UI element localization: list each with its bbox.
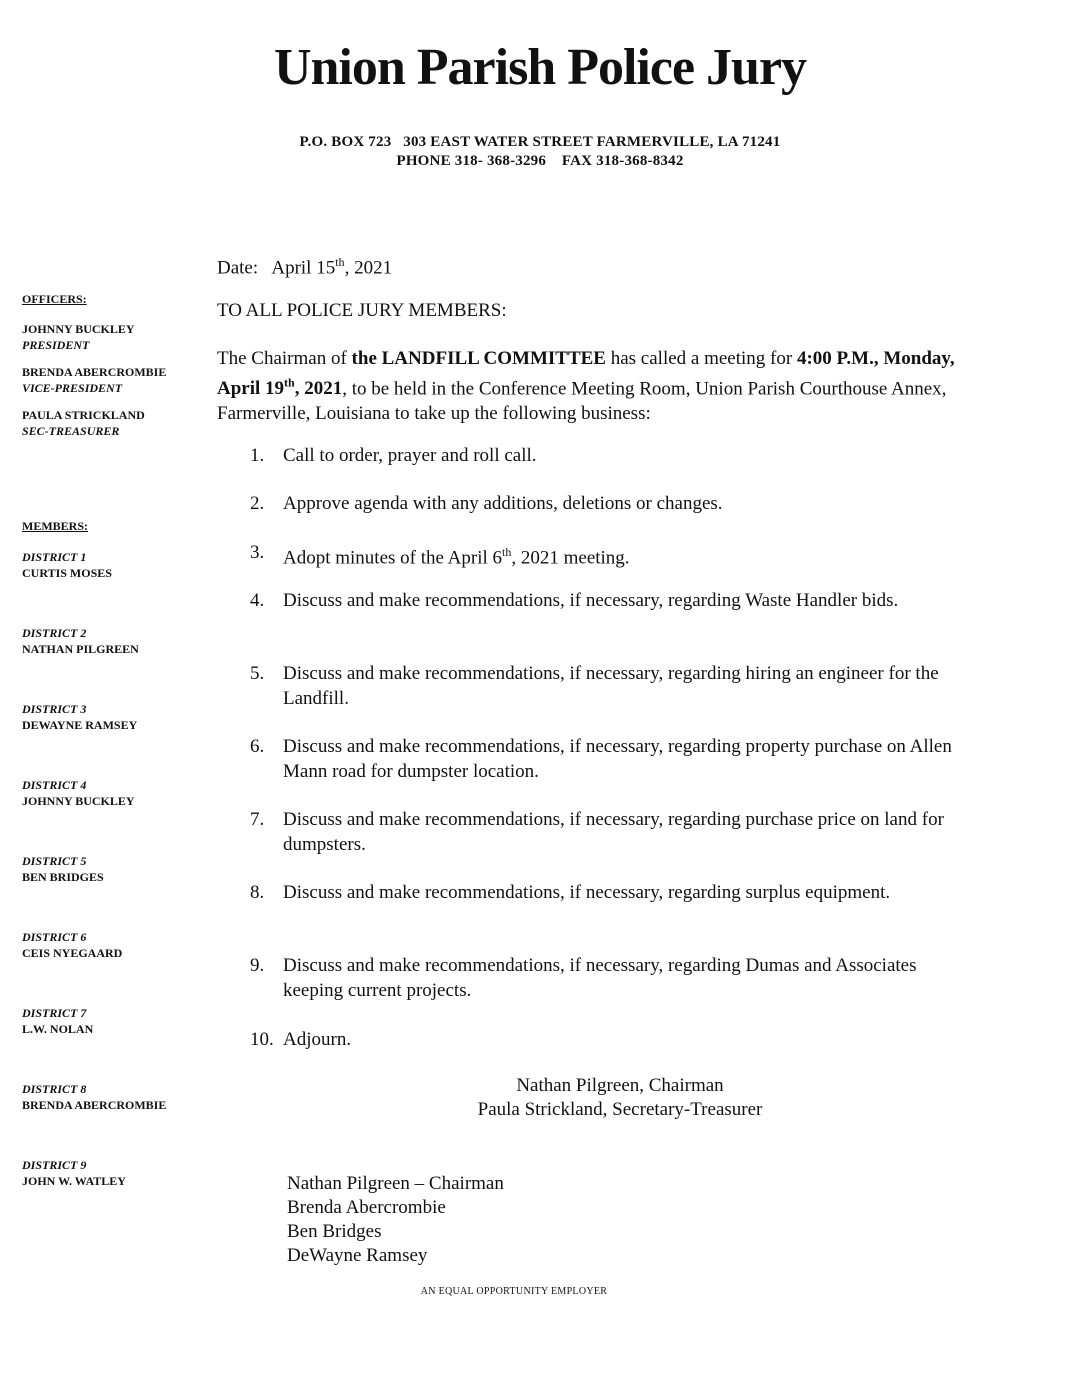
member-district: DISTRICT 7 [22, 1006, 87, 1020]
member-district: DISTRICT 2 [22, 626, 87, 640]
para-intro: The Chairman of [217, 348, 352, 369]
footer-equal-opportunity: AN EQUAL OPPORTUNITY EMPLOYER [420, 1286, 608, 1297]
officer-role: VICE-PRESIDENT [22, 381, 123, 395]
agenda-item [250, 661, 970, 711]
agenda-text: Discuss and make recommendations, if necessary, regarding property purchase on Allen Mann road for dumpster location. [283, 736, 952, 782]
sidebar-member [22, 853, 104, 885]
letterhead-address: P.O. BOX 723 303 EAST WATER STREET FARMERVILLE, LA 71241 [299, 134, 781, 150]
member-name: BEN BRIDGES [22, 870, 104, 884]
agenda-item [250, 588, 970, 613]
committee-member: Ben Bridges [287, 1221, 382, 1242]
meeting-paragraph [217, 346, 977, 426]
agenda-number: 5. [250, 663, 265, 684]
committee-member: Brenda Abercrombie [287, 1197, 446, 1218]
member-name: NATHAN PILGREEN [22, 642, 139, 656]
member-name: L.W. NOLAN [22, 1022, 94, 1036]
agenda-text: Adjourn. [283, 1029, 352, 1050]
sidebar-member [22, 549, 112, 581]
officer-role: PRESIDENT [22, 338, 90, 352]
agenda-text: Discuss and make recommendations, if necessary, regarding purchase price on land for dumpsters. [283, 809, 944, 855]
date-suffix: th [335, 255, 345, 269]
member-name: CEIS NYEGAARD [22, 946, 123, 960]
member-district: DISTRICT 4 [22, 778, 87, 792]
date-value: April 15 [271, 257, 336, 279]
agenda-text: Discuss and make recommendations, if necessary, regarding surplus equipment. [283, 882, 891, 903]
committee-name: the LANDFILL COMMITTEE [351, 348, 606, 369]
member-name: DEWAYNE RAMSEY [22, 718, 138, 732]
member-district: DISTRICT 1 [22, 550, 87, 564]
member-name: BRENDA ABERCROMBIE [22, 1098, 167, 1112]
sidebar-member [22, 929, 122, 961]
member-district: DISTRICT 9 [22, 1158, 87, 1172]
sidebar-officers [22, 291, 166, 439]
agenda-number: 3. [250, 542, 265, 563]
agenda-text: Discuss and make recommendations, if necessary, regarding hiring an engineer for the Landfill. [283, 663, 939, 709]
date-label: Date: [217, 257, 259, 279]
letterhead-phone: PHONE 318- 368-3296 FAX 318-368-8342 [396, 153, 684, 169]
agenda-item [250, 880, 970, 905]
agenda-number: 7. [250, 809, 265, 830]
agenda-text: Discuss and make recommendations, if necessary, regarding Dumas and Associates keeping current projects. [283, 955, 917, 1001]
agenda-item [250, 491, 970, 516]
salutation: TO ALL POLICE JURY MEMBERS: [217, 300, 507, 321]
date-year: , 2021 [344, 257, 393, 279]
member-district: DISTRICT 5 [22, 854, 87, 868]
agenda-number: 6. [250, 736, 265, 757]
agenda-number: 10. [250, 1029, 274, 1050]
agenda-item [250, 443, 970, 468]
committee-member: Nathan Pilgreen – Chairman [287, 1173, 504, 1194]
signature-secretary: Paula Strickland, Secretary-Treasurer [477, 1099, 763, 1120]
officer-role: SEC-TREASURER [22, 424, 120, 438]
sidebar-member [22, 1005, 93, 1037]
meeting-time: 4:00 P.M., Monday, April 19th, 2021 [217, 348, 955, 400]
para-location: , to be held in the Conference Meeting Room, Union Parish Courthouse Annex, Farmerville, Louisiana to take up the following business: [217, 378, 947, 425]
member-district: DISTRICT 8 [22, 1082, 87, 1096]
members-heading: MEMBERS: [22, 519, 88, 533]
agenda-item [250, 953, 970, 1003]
letter-date [217, 250, 392, 280]
agenda-text: Adopt minutes of the April 6th, 2021 meeting. [283, 545, 630, 569]
sidebar-member [22, 1157, 126, 1189]
agenda-item [250, 540, 970, 570]
member-district: DISTRICT 6 [22, 930, 87, 944]
member-name: CURTIS MOSES [22, 566, 112, 580]
agenda-number: 4. [250, 590, 265, 611]
agenda-item [250, 807, 970, 857]
agenda-text: Call to order, prayer and roll call. [283, 445, 537, 466]
member-name: JOHNNY BUCKLEY [22, 794, 135, 808]
sidebar-member [22, 777, 135, 809]
officer-name: JOHNNY BUCKLEY [22, 322, 135, 336]
officers-heading: OFFICERS: [22, 292, 87, 306]
letterhead-title: Union Parish Police Jury [273, 39, 807, 96]
agenda-number: 8. [250, 882, 265, 903]
agenda-number: 9. [250, 955, 265, 976]
officer-name: PAULA STRICKLAND [22, 408, 145, 422]
member-name: JOHN W. WATLEY [22, 1174, 126, 1188]
agenda-text: Discuss and make recommendations, if necessary, regarding Waste Handler bids. [283, 590, 899, 611]
para-called: has called a meeting for [605, 348, 797, 369]
agenda-number: 2. [250, 493, 265, 514]
agenda-number: 1. [250, 445, 265, 466]
agenda-item [250, 734, 970, 784]
sidebar-member [22, 625, 139, 657]
sidebar-member [22, 701, 137, 733]
agenda-item [250, 1027, 970, 1052]
member-district: DISTRICT 3 [22, 702, 87, 716]
agenda-text: Approve agenda with any additions, deletions or changes. [283, 493, 723, 514]
officer-name: BRENDA ABERCROMBIE [22, 365, 167, 379]
signature-chairman: Nathan Pilgreen, Chairman [516, 1075, 724, 1096]
committee-member: DeWayne Ramsey [287, 1245, 428, 1266]
